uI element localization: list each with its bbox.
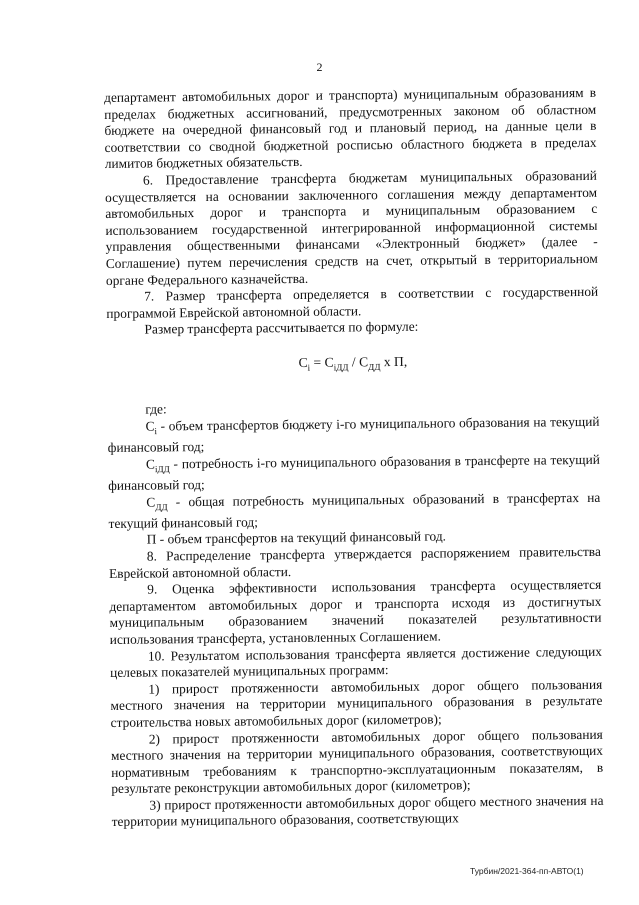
formula-c1: C [324, 354, 334, 370]
where-label: где: [145, 401, 167, 417]
paragraph-7: 7. Размер трансферта определяется в соответствии с государственной программой Еврейской автономной области. [106, 283, 599, 321]
definition-subscript: ДД [155, 501, 168, 512]
paragraph-10-item-3: 3) прирост протяженности автомобильных дорог общего местного значения на территории муниципального образования, соответствующих [111, 792, 604, 830]
formula-c2-sub: ДД [368, 361, 381, 372]
definition-ci [107, 414, 599, 457]
definition-symbol: П [146, 531, 157, 547]
definition-text: - объем трансфертов бюджету i-го муниципального образования на текущий финансовый год; [107, 413, 600, 456]
definition-text: - общая потребность муниципальных образований в трансфертах на текущий финансовый год; [108, 489, 601, 531]
paragraph-9: 9. Оценка эффективности использования трансферта осуществляется департаментом автомобильных дорог и транспорта исходя из достигнутых муниципальным образованием значений показателей результативности использования трансферта, установленных Соглашением. [109, 576, 602, 647]
paragraph-8: 8. Распределение трансферта утверждается распоряжением правительства Еврейской автономной области. [108, 543, 601, 581]
paragraph-continuation: департамент автомобильных дорог и транспорта) муниципальным образованиям в пределах бюджетных ассигнований, предусмотренных законом об областном бюджете на очередной финансовый год и плановый период, на данные цели в соответствии со сводной бюджетной росписью областного бюджета в пределах лимитов бюджетных обязательств. [104, 84, 597, 172]
definition-text: - потребность i-го муниципального образования в трансферте на текущий финансовый год; [108, 451, 600, 493]
paragraph-10-item-1: 1) прирост протяженности автомобильных дорог общего пользования местного значения на территории муниципального образования в результате строительства новых автомобильных дорог (километров); [110, 676, 603, 730]
formula-c1-sub: iДД [333, 362, 349, 373]
formula-lhs-sub: i [307, 362, 311, 373]
definition-symbol: C [145, 456, 155, 472]
definition-cidd [108, 451, 600, 494]
transfer-formula [107, 352, 599, 378]
definition-cdd [108, 489, 600, 532]
formula-div: / [348, 354, 360, 370]
definition-subscript: iДД [154, 463, 170, 474]
paragraph-10-item-2: 2) прирост протяженности автомобильных дорог общего пользования местного значения на территории муниципального образования, соответствующих нормативным требованиям к транспортно-эксплуатационным показателям, в результате реконструкции автомобильных дорог (километров); [110, 726, 604, 797]
formula-c2: C [358, 354, 369, 370]
paragraph-6: 6. Предоставление трансферта бюджетам муниципальных образований осуществляется на основании заключенного соглашения между департаментом автомобильных дорог и транспорта и муниципальным образованием с использованием государственной интегрированной информационной системы управления общественными финансами «Электронный бюджет» (далее - Соглашение) путем перечисления средств на счет, открытый в территориальном органе Федерального казначейства. [105, 167, 598, 288]
formula-lhs: C [298, 354, 308, 370]
formula-mul: х П, [380, 353, 408, 370]
definition-subscript: i [154, 425, 158, 436]
paragraph-10: 10. Результатом использования трансферта является достижение следующих целевых показателей муниципальных программ: [110, 643, 602, 681]
definition-text: - объем трансфертов на текущий финансовый год. [156, 528, 447, 547]
definition-symbol: C [145, 418, 155, 434]
page-number: 2 [316, 60, 323, 74]
document-body [104, 85, 604, 831]
formula-eq: = [310, 354, 325, 370]
paragraph-7-formula-intro: Размер трансферта рассчитывается по формуле: [144, 319, 419, 337]
definition-symbol: C [146, 494, 156, 510]
document-code: Турбин/2021-364-пп-АВТО(1) [470, 866, 584, 876]
